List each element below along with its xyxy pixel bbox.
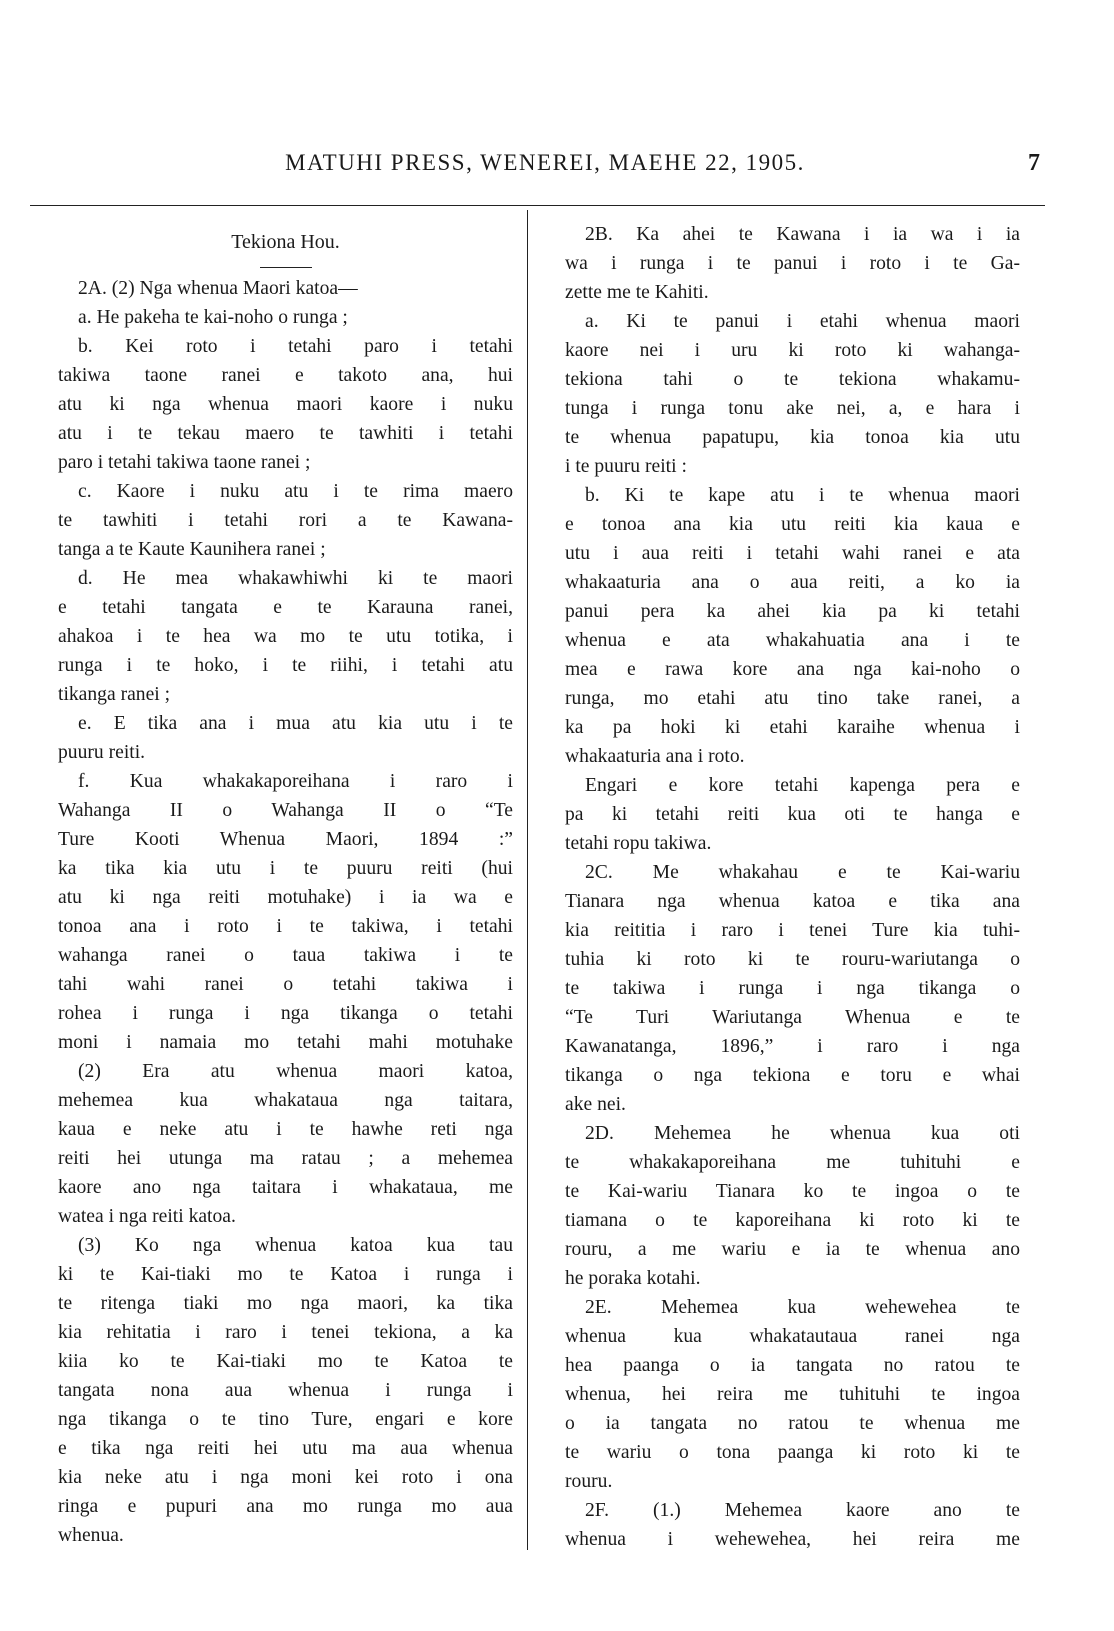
text-line: tikanga o nga tekiona e toru e whai [565, 1065, 1020, 1086]
text-line: ahakoa i te hea wa mo te utu totika, i [58, 626, 513, 647]
text-line: hea paanga o ia tangata no ratou te [565, 1355, 1020, 1376]
text-line: “Te Turi Wariutanga Whenua e te [565, 1007, 1020, 1028]
text-line: ki te Kai-tiaki mo te Katoa i runga i [58, 1264, 513, 1285]
text-line: 2A. (2) Nga whenua Maori katoa— [78, 278, 358, 299]
text-line: pa ki tetahi reiti kua oti te hanga e [565, 804, 1020, 825]
text-line: te whenua papatupu, kia tonoa kia utu [565, 427, 1020, 448]
text-line: 2D. Mehemea he whenua kua oti [585, 1123, 1020, 1144]
text-line: paro i tetahi takiwa taone ranei ; [58, 452, 311, 473]
text-line: tikanga ranei ; [58, 684, 171, 705]
text-line: Tianara nga whenua katoa e tika ana [565, 891, 1020, 912]
text-line: te Kai-wariu Tianara ko te ingoa o te [565, 1181, 1020, 1202]
text-line: ka pa hoki ki etahi karaihe whenua i [565, 717, 1020, 738]
text-line: e tika nga reiti hei utu ma aua whenua [58, 1438, 513, 1459]
text-line: kaua e neke atu i te hawhe reti nga [58, 1119, 513, 1140]
text-line: te tawhiti i tetahi rori a te Kawana- [58, 510, 513, 531]
text-line: te takiwa i runga i nga tikanga o [565, 978, 1020, 999]
text-line: kiia ko te Kai-tiaki mo te Katoa te [58, 1351, 513, 1372]
text-line: tanga a te Kaute Kaunihera ranei ; [58, 539, 326, 560]
text-line: 2C. Me whakahau e te Kai-wariu [585, 862, 1020, 883]
text-line: e tetahi tangata e te Karauna ranei, [58, 597, 513, 618]
text-line: rouru, a me wariu e ia te whenua ano [565, 1239, 1020, 1260]
text-line: whenua i wehewehea, hei reira me [565, 1529, 1020, 1550]
text-line: nga tikanga o te tino Ture, engari e kore [58, 1409, 513, 1430]
text-line: mehemea kua whakataua nga taitara, [58, 1090, 513, 1111]
text-line: atu i te tekau maero te tawhiti i tetahi [58, 423, 513, 444]
text-line: tetahi ropu takiwa. [565, 833, 712, 854]
text-line: a. Ki te panui i etahi whenua maori [585, 311, 1020, 332]
text-line: 2B. Ka ahei te Kawana i ia wa i ia [585, 224, 1020, 245]
text-line: watea i nga reiti katoa. [58, 1206, 236, 1227]
text-line: wa i runga i te panui i roto i te Ga- [565, 253, 1020, 274]
text-line: d. He mea whakawhiwhi ki te maori [78, 568, 513, 589]
text-line: a. He pakeha te kai-noho o runga ; [78, 307, 348, 328]
text-line: rohea i runga i nga tikanga o tetahi [58, 1003, 513, 1024]
page-number: 7 [1028, 150, 1040, 176]
text-line: atu ki nga reiti motuhake) i ia wa e [58, 887, 513, 908]
text-line: kia neke atu i nga moni kei roto i ona [58, 1467, 513, 1488]
left-column-text [58, 274, 513, 1550]
text-line: Engari e kore tetahi kapenga pera e [585, 775, 1020, 796]
text-line: Wahanga II o Wahanga II o “Te [58, 800, 513, 821]
text-line: f. Kua whakakaporeihana i raro i [78, 771, 513, 792]
text-line: o ia tangata no ratou te whenua me [565, 1413, 1020, 1434]
text-line: runga i te hoko, i te riihi, i tetahi atu [58, 655, 513, 676]
page-header-title: MATUHI PRESS, WENEREI, MAEHE 22, 1905. [285, 150, 805, 175]
text-line: te ritenga tiaki mo nga maori, ka tika [58, 1293, 513, 1314]
text-line: atu ki nga whenua maori kaore i nuku [58, 394, 513, 415]
text-line: he poraka kotahi. [565, 1268, 701, 1289]
text-line: e tonoa ana kia utu reiti kia kaua e [565, 514, 1020, 535]
text-line: tonoa ana i roto i te takiwa, i tetahi [58, 916, 513, 937]
text-line: takiwa taone ranei e takoto ana, hui [58, 365, 513, 386]
text-line: puuru reiti. [58, 742, 146, 763]
text-line: tahi wahi ranei o tetahi takiwa i [58, 974, 513, 995]
text-line: (2) Era atu whenua maori katoa, [78, 1061, 513, 1082]
text-line: b. Ki te kape atu i te whenua maori [585, 485, 1020, 506]
text-line: 2E. Mehemea kua wehewehea te [585, 1297, 1020, 1318]
text-line: tunga i runga tonu ake nei, a, e hara i [565, 398, 1020, 419]
text-line: runga, mo etahi atu tino take ranei, a [565, 688, 1020, 709]
right-column-text [565, 220, 1020, 1554]
text-line: kia reititia i raro i tenei Ture kia tuhi- [565, 920, 1020, 941]
text-line: whakaaturia ana i roto. [565, 746, 745, 767]
text-line: utu i aua reiti i tetahi wahi ranei e ata [565, 543, 1020, 564]
column-divider [527, 210, 528, 1550]
text-line: wahanga ranei o taua takiwa i te [58, 945, 513, 966]
running-head [30, 150, 1040, 180]
text-line: whenua e ata whakahuatia ana i te [565, 630, 1020, 651]
text-line: tekiona tahi o te tekiona whakamu- [565, 369, 1020, 390]
text-line: mea e rawa kore ana nga kai-noho o [565, 659, 1020, 680]
text-line: kaore nei i uru ki roto ki wahanga- [565, 340, 1020, 361]
text-line: tiamana o te kaporeihana ki roto ki te [565, 1210, 1020, 1231]
text-line: whenua, hei reira me tuhituhi te ingoa [565, 1384, 1020, 1405]
text-line: 2F. (1.) Mehemea kaore ano te [585, 1500, 1020, 1521]
text-line: whenua. [58, 1525, 124, 1546]
text-line: kaore ano nga taitara i whakataua, me [58, 1177, 513, 1198]
section-heading: Tekiona Hou. [231, 231, 340, 253]
text-line: tuhia ki roto ki te rouru-wariutanga o [565, 949, 1020, 970]
text-line: zette me te Kahiti. [565, 282, 709, 303]
text-line: ka tika kia utu i te puuru reiti (hui [58, 858, 513, 879]
text-line: panui pera ka ahei kia pa ki tetahi [565, 601, 1020, 622]
text-line: tangata nona aua whenua i runga i [58, 1380, 513, 1401]
text-line: b. Kei roto i tetahi paro i tetahi [78, 336, 513, 357]
text-line: ringa e pupuri ana mo runga mo aua [58, 1496, 513, 1517]
heading-rule [260, 267, 312, 268]
text-line: whenua kua whakatautaua ranei nga [565, 1326, 1020, 1347]
text-line: ake nei. [565, 1094, 626, 1115]
text-line: (3) Ko nga whenua katoa kua tau [78, 1235, 513, 1256]
right-column [565, 220, 1020, 1554]
text-line: i te puuru reiti : [565, 456, 687, 477]
text-line: te wariu o tona paanga ki roto ki te [565, 1442, 1020, 1463]
text-line: e. E tika ana i mua atu kia utu i te [78, 713, 513, 734]
left-column [58, 220, 513, 1550]
text-line: kia rehitatia i raro i tenei tekiona, a ka [58, 1322, 513, 1343]
text-line: c. Kaore i nuku atu i te rima maero [78, 481, 513, 502]
text-line: te whakakaporeihana me tuhituhi e [565, 1152, 1020, 1173]
header-rule [30, 205, 1045, 206]
text-line: moni i namaia mo tetahi mahi motuhake [58, 1032, 513, 1053]
text-line: reiti hei utunga ma ratau ; a mehemea [58, 1148, 513, 1169]
text-line: whakaaturia ana o aua reiti, a ko ia [565, 572, 1020, 593]
text-line: Ture Kooti Whenua Maori, 1894 :” [58, 829, 513, 850]
text-line: Kawanatanga, 1896,” i raro i nga [565, 1036, 1020, 1057]
text-line: rouru. [565, 1471, 613, 1492]
